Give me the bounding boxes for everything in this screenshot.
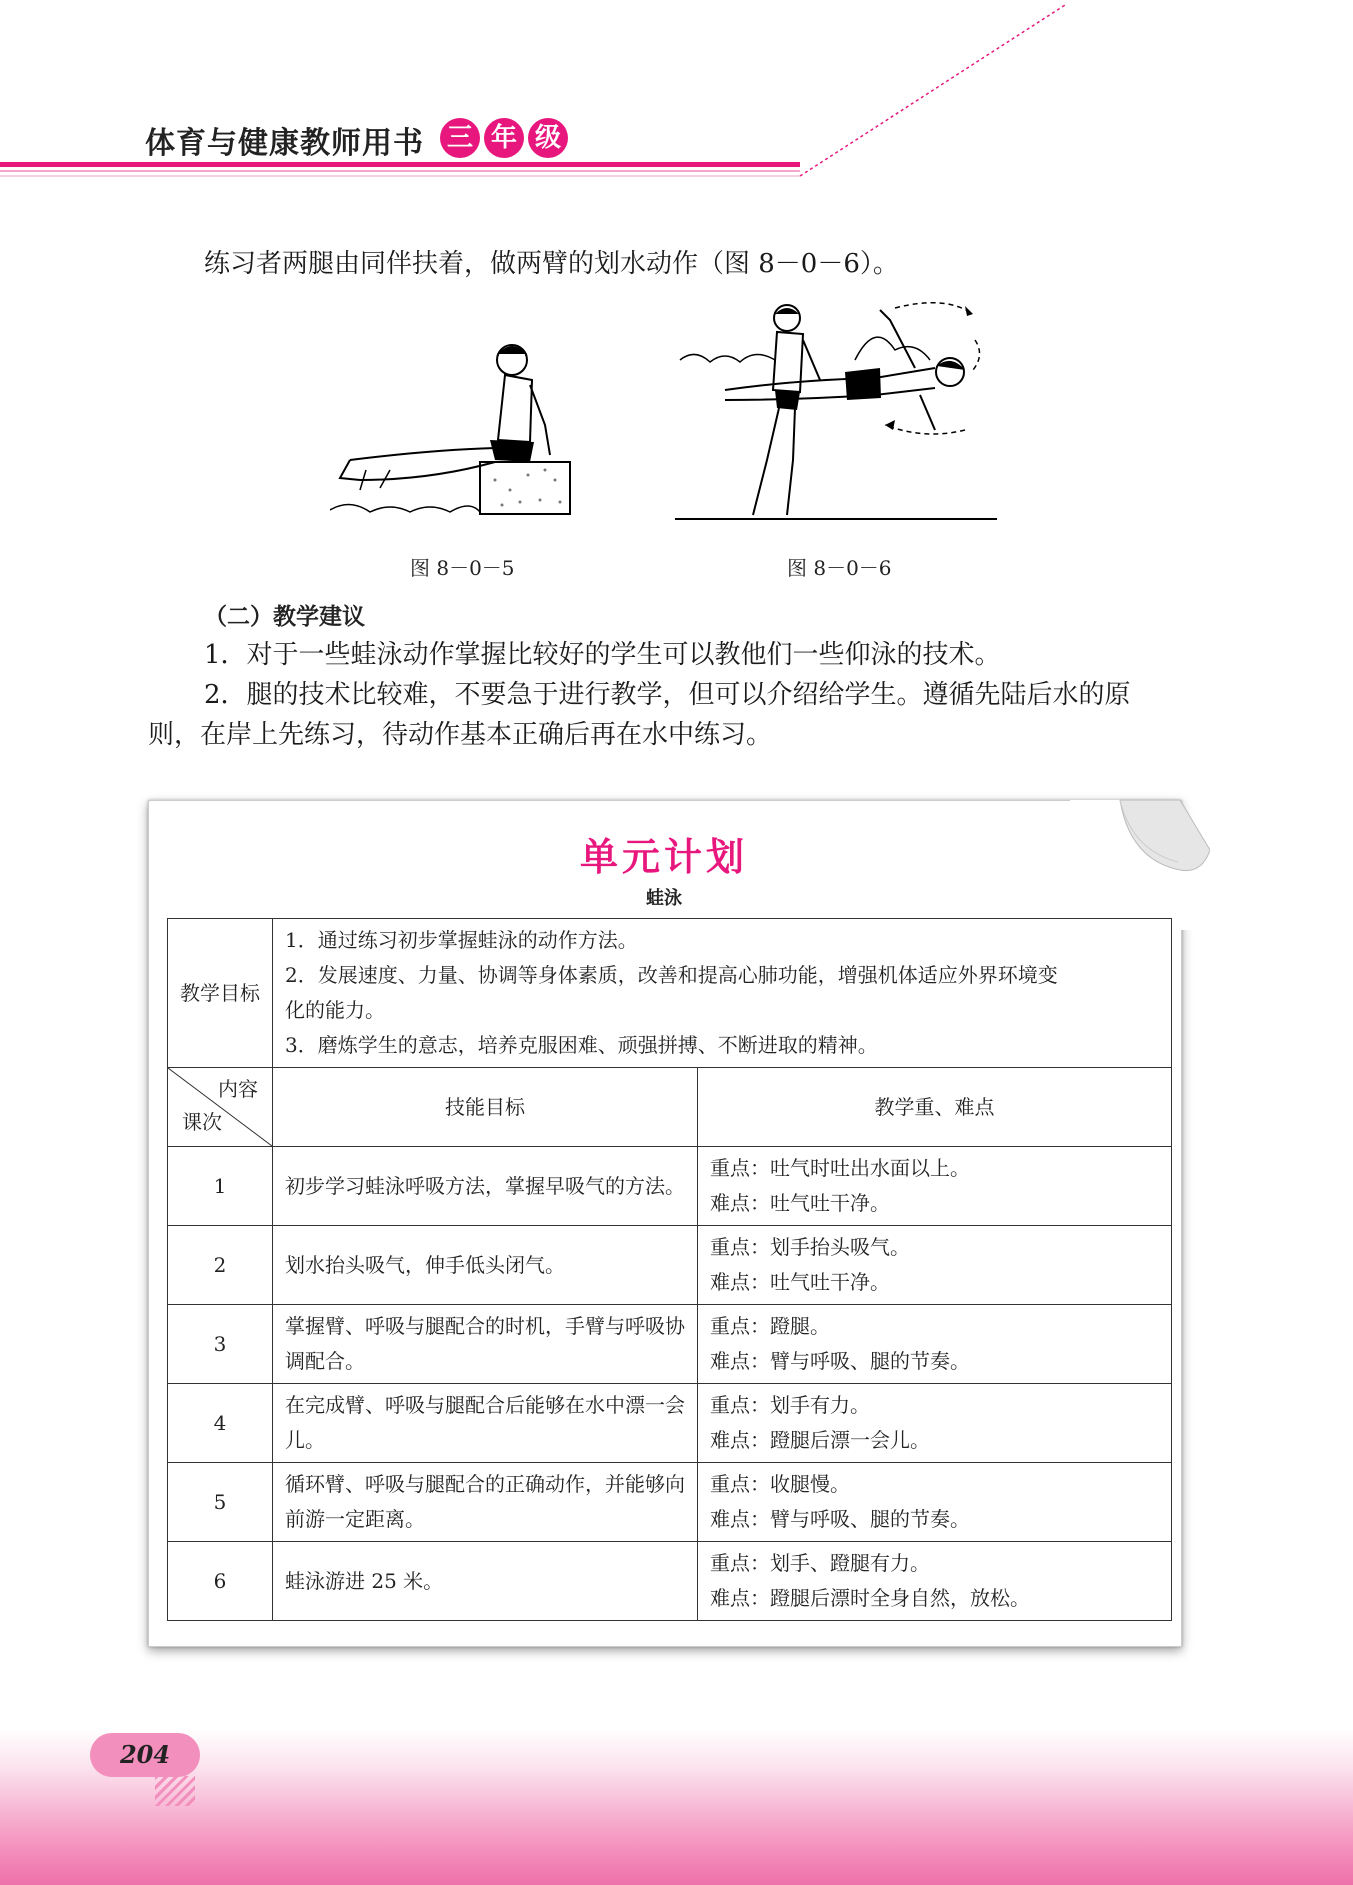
footer-hatch — [155, 1776, 195, 1806]
figure-caption-1: 图 8－0－5 — [410, 556, 515, 580]
figure-caption-2: 图 8－0－6 — [787, 556, 892, 580]
diagonal-header-cell — [168, 1068, 273, 1147]
section-heading: （二）教学建议 — [204, 604, 365, 630]
grade-badge-3: 级 — [528, 118, 568, 158]
suggestion-1: 1．对于一些蛙泳动作掌握比较好的学生可以教他们一些仰泳的技术。 — [204, 640, 1001, 670]
focus-cell — [698, 1542, 1172, 1621]
key-point: 重点：蹬腿。 — [710, 1314, 830, 1338]
goal-2: 2．发展速度、力量、协调等身体素质，改善和提高心肺功能，增强机体适应外界环境变 — [285, 963, 1058, 987]
col-header-focus: 教学重、难点 — [698, 1068, 1172, 1147]
skill-goal: 初步学习蛙泳呼吸方法，掌握早吸气的方法。 — [273, 1147, 698, 1226]
focus-cell — [698, 1226, 1172, 1305]
lesson-row — [168, 1463, 1172, 1542]
lesson-row — [168, 1305, 1172, 1384]
skill-goal: 在完成臂、呼吸与腿配合后能够在水中漂一会儿。 — [273, 1384, 698, 1463]
skill-goal: 划水抬头吸气，伸手低头闭气。 — [273, 1226, 698, 1305]
lesson-number: 5 — [168, 1463, 273, 1542]
focus-cell — [698, 1305, 1172, 1384]
difficulty-point: 难点：吐气吐干净。 — [710, 1191, 890, 1215]
col-header-skill: 技能目标 — [273, 1068, 698, 1147]
key-point: 重点：收腿慢。 — [710, 1472, 850, 1496]
lesson-number: 2 — [168, 1226, 273, 1305]
goals-cell — [273, 919, 1172, 1068]
goal-2-cont: 化的能力。 — [285, 998, 385, 1022]
lesson-row — [168, 1147, 1172, 1226]
difficulty-point: 难点：蹬腿后漂时全身自然，放松。 — [710, 1586, 1030, 1610]
goal-label: 教学目标 — [168, 919, 273, 1068]
grade-badge-1: 三 — [440, 118, 480, 158]
lesson-row — [168, 1384, 1172, 1463]
header-row — [168, 1068, 1172, 1147]
skill-goal: 掌握臂、呼吸与腿配合的时机，手臂与呼吸协调配合。 — [273, 1305, 698, 1384]
lesson-number: 4 — [168, 1384, 273, 1463]
lesson-row — [168, 1226, 1172, 1305]
grade-badge-2: 年 — [484, 118, 524, 158]
difficulty-point: 难点：蹬腿后漂一会儿。 — [710, 1428, 930, 1452]
lesson-number: 6 — [168, 1542, 273, 1621]
intro-paragraph: 练习者两腿由同伴扶着，做两臂的划水动作（图 8－0－6）。 — [204, 249, 899, 279]
footer-band — [0, 1728, 1353, 1885]
page-number: 204 — [90, 1733, 200, 1777]
goal-3: 3．磨炼学生的意志，培养克服困难、顽强拼搏、不断进取的精神。 — [285, 1033, 878, 1057]
book-title: 体育与健康教师用书 — [145, 126, 424, 161]
diag-top-label: 内容 — [218, 1077, 258, 1101]
sitting-swimmer-figure — [330, 330, 600, 530]
focus-cell — [698, 1147, 1172, 1226]
key-point: 重点：吐气时吐出水面以上。 — [710, 1156, 970, 1180]
focus-cell — [698, 1463, 1172, 1542]
lesson-row — [168, 1542, 1172, 1621]
unit-plan-title: 单元计划 — [579, 835, 748, 879]
difficulty-point: 难点：臂与呼吸、腿的节奏。 — [710, 1507, 970, 1531]
key-point: 重点：划手抬头吸气。 — [710, 1235, 910, 1259]
goals-row — [168, 919, 1172, 1068]
difficulty-point: 难点：吐气吐干净。 — [710, 1270, 890, 1294]
difficulty-point: 难点：臂与呼吸、腿的节奏。 — [710, 1349, 970, 1373]
key-point: 重点：划手、蹬腿有力。 — [710, 1551, 930, 1575]
lesson-number: 1 — [168, 1147, 273, 1226]
unit-plan-subtitle: 蛙泳 — [646, 888, 682, 909]
suggestion-2: 2．腿的技术比较难，不要急于进行教学，但可以介绍给学生。遵循先陆后水的原 — [204, 680, 1131, 710]
lesson-number: 3 — [168, 1305, 273, 1384]
goal-1: 1．通过练习初步掌握蛙泳的动作方法。 — [285, 928, 638, 952]
diag-bottom-label: 课次 — [182, 1110, 222, 1134]
suggestion-2-cont: 则，在岸上先练习，待动作基本正确后再在水中练习。 — [148, 720, 773, 750]
assisted-arm-stroke-figure — [675, 300, 1020, 530]
skill-goal: 蛙泳游进 25 米。 — [273, 1542, 698, 1621]
skill-goal: 循环臂、呼吸与腿配合的正确动作，并能够向前游一定距离。 — [273, 1463, 698, 1542]
focus-cell — [698, 1384, 1172, 1463]
unit-plan-table — [167, 918, 1172, 1621]
key-point: 重点：划手有力。 — [710, 1393, 870, 1417]
